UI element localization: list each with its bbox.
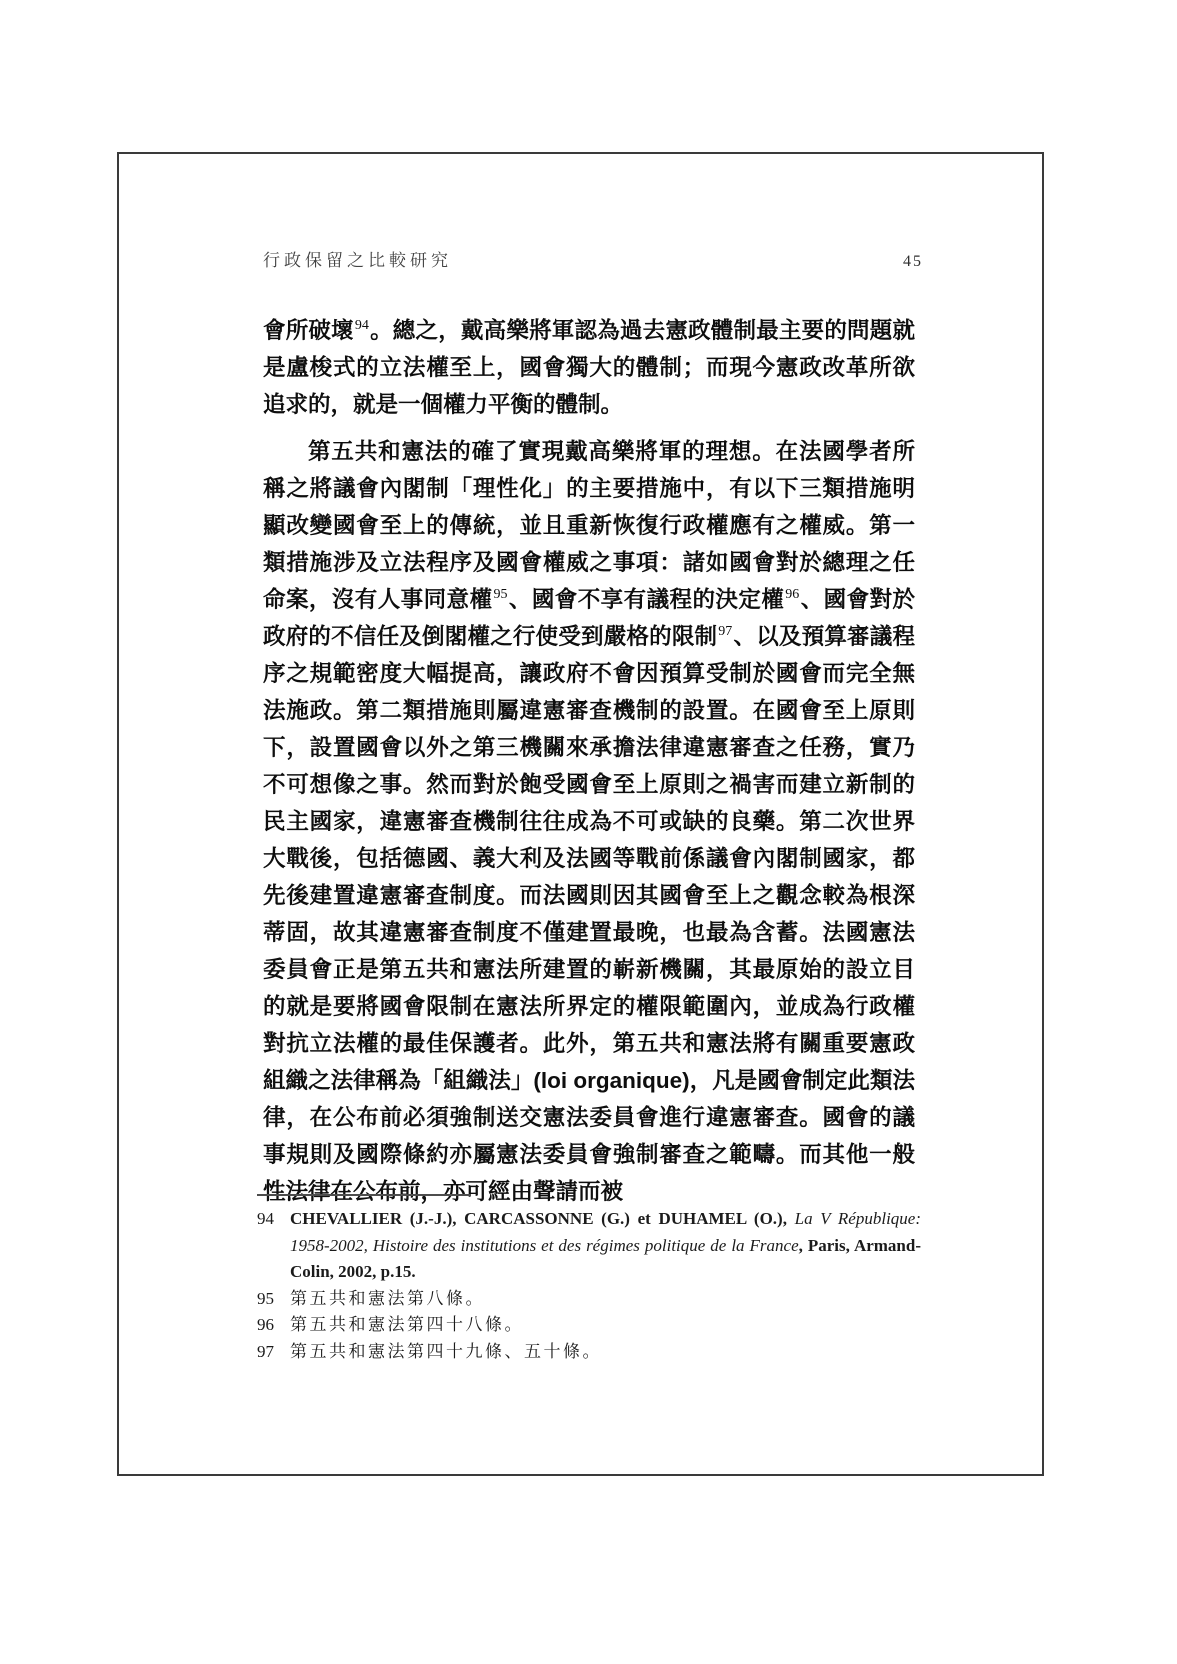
footnote-number: 96 — [257, 1315, 274, 1334]
text-run: 、國會不享有議程的決定權 — [508, 587, 785, 612]
footnote-item — [257, 1312, 921, 1339]
footnote-separator — [257, 1194, 471, 1196]
footnote-ref: 95 — [493, 587, 508, 602]
running-header — [263, 246, 923, 271]
footnote-number: 94 — [257, 1209, 274, 1228]
footnote-item — [257, 1206, 921, 1286]
text-run: 、以及預算審議程序之規範密度大幅提高，讓政府不會因預算受制於國會而完全無法施政。第二類措施則屬違憲審查機制的設置。在國會至上原則下，設置國會以外之第三機關來承擔法律違憲審查之任務，實乃不可想像之事。然而對於飽受國會至上原則之禍害而建立新制的民主國家，違憲審查機制往往成為不可或缺的良藥。第二次世界大戰後，包括德國、義大利及法國等戰前係議會內閣制國家，都先後建置違憲審查制度。而法國則因其國會至上之觀念較為根深蒂固，故其違憲審查制度不僅建置最晚，也最為含蓄。法國憲法委員會正是第五共和憲法所建置的嶄新機關，其最原始的設立目的就是要將國會限制在憲法所界定的權限範圍內，並成為行政權對抗立法權的最佳保護者。此外，第五共和憲法將有關重要憲政組織之法律稱為「組織法」(loi organique)，凡是國會制定此類法律，在公布前必須強制送交憲法委員會進行違憲審查。國會的議事規則及國際條約亦屬憲法委員會強制審查之範疇。而其他一般性法律在公布前，亦可經由聲請而被 — [263, 624, 915, 1204]
text-run: 。總之，戴高樂將軍認為過去憲政體制最主要的問題就是盧梭式的立法權至上，國會獨大的體制；而現今憲政改革所欲追求的，就是一個權力平衡的體制。 — [263, 318, 915, 417]
footnote-item — [257, 1286, 921, 1313]
footnotes — [257, 1206, 921, 1365]
text-run: 會所破壞 — [263, 318, 354, 343]
text-run: 第五共和憲法第八條。 — [290, 1288, 485, 1308]
footnote-text — [290, 1206, 921, 1286]
footnote-ref: 97 — [718, 624, 733, 639]
text-run: 、國會對於政府的不信任及倒閣權之行使受到嚴格的限制 — [263, 587, 915, 649]
italic-text: La V République: 1958-2002, Histoire des institutions et des régimes politique de la France — [290, 1209, 921, 1255]
text-run: 第五共和憲法第四十九條、五十條。 — [290, 1341, 602, 1361]
text-run: 第五共和憲法的確了實現戴高樂將軍的理想。在法國學者所稱之將議會內閣制「理性化」的主要措施中，有以下三類措施明顯改變國會至上的傳統，並且重新恢復行政權應有之權威。第一類措施涉及立法程序及國會權威之事項：諸如國會對於總理之任命案，沒有人事同意權 — [263, 439, 915, 612]
bold-text: , Paris, Armand-Colin, 2002, p.15. — [290, 1235, 921, 1281]
footnote-item — [257, 1339, 921, 1366]
footnote-ref: 94 — [354, 318, 369, 333]
paragraph — [263, 312, 915, 423]
footnote-ref: 96 — [785, 587, 800, 602]
text-run: 第五共和憲法第四十八條。 — [290, 1315, 524, 1334]
footnote-number: 95 — [257, 1288, 274, 1308]
footnote-number: 97 — [257, 1341, 274, 1361]
body-text — [263, 312, 915, 1210]
footnote-text — [290, 1339, 921, 1366]
page-title: 行政保留之比較研究 — [263, 251, 452, 270]
page-frame — [117, 152, 1044, 1476]
page-number: 45 — [903, 253, 923, 270]
bold-text: CHEVALLIER (J.-J.), CARCASSONNE (G.) et DUHAMEL (O.), — [290, 1209, 795, 1228]
footnote-text — [290, 1312, 921, 1339]
paragraph — [263, 433, 915, 1210]
footnote-text — [290, 1286, 921, 1313]
